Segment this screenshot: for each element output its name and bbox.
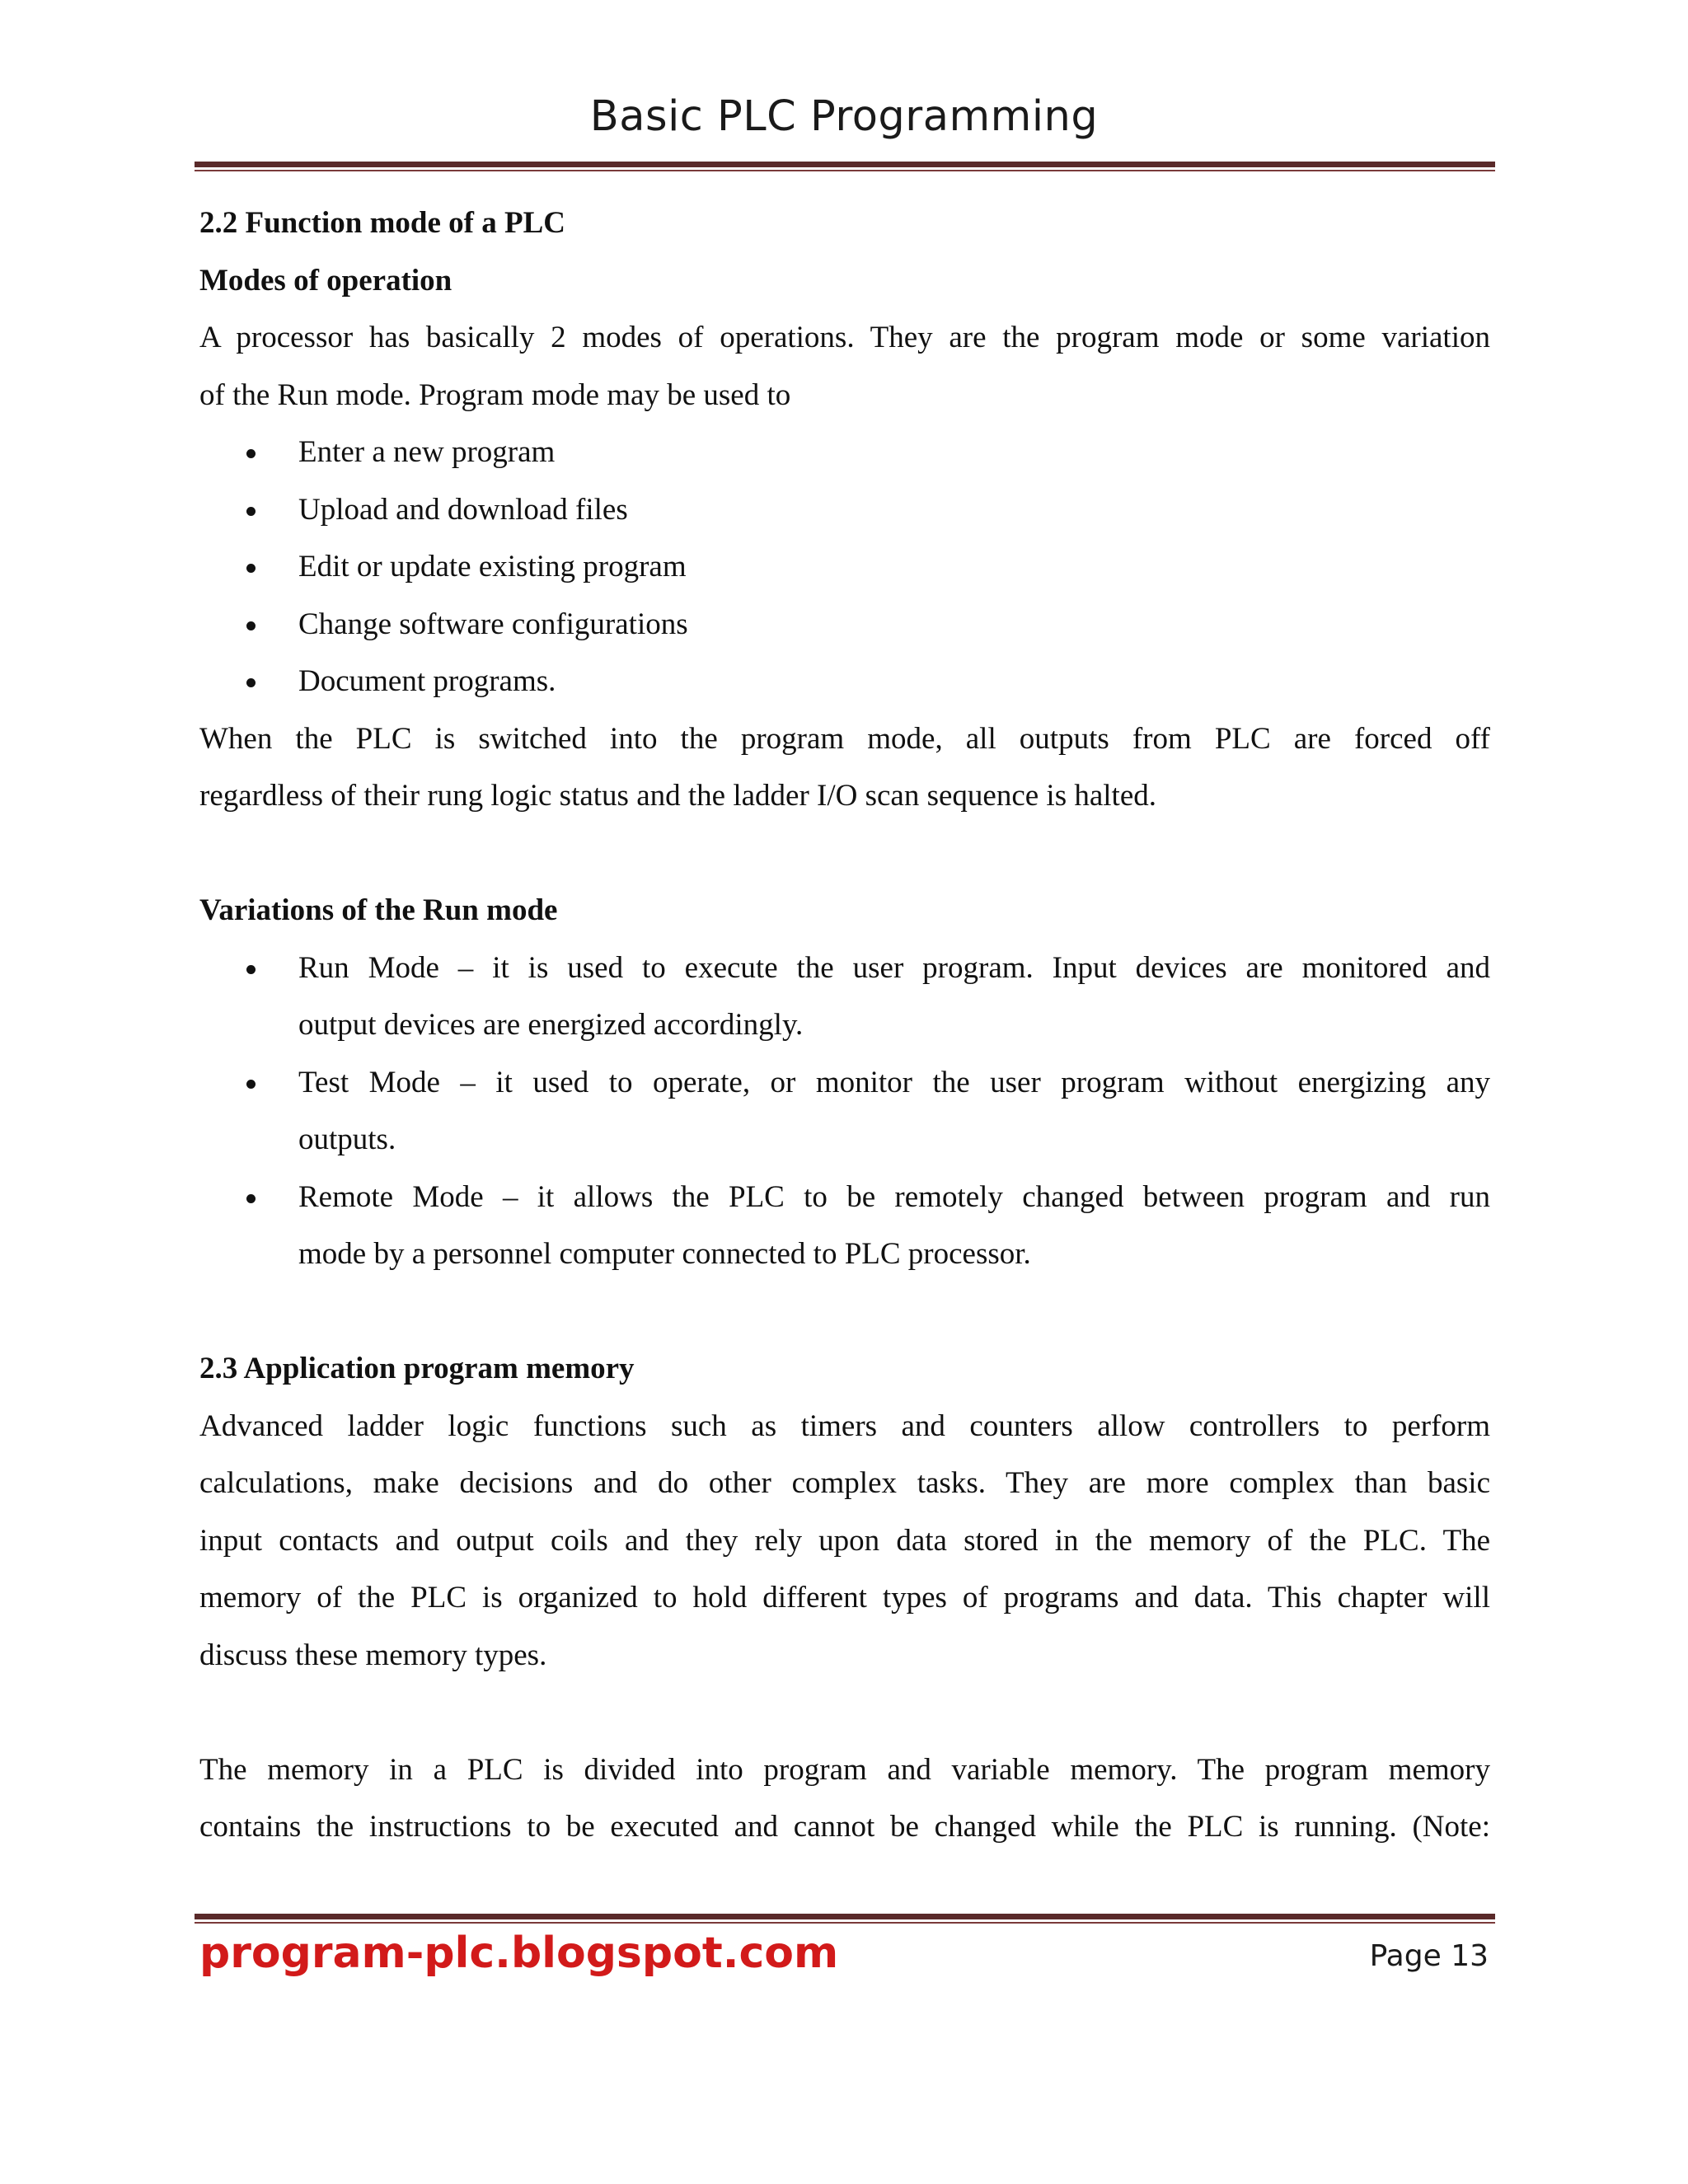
bullet-icon <box>246 621 256 630</box>
list-item <box>199 481 1490 539</box>
bullet-icon <box>246 678 256 687</box>
list-item <box>199 1169 1490 1226</box>
paragraph-line: A processor has basically 2 modes of operations. They are the program mode or some variation <box>199 321 1490 354</box>
paragraph-line: input contacts and output coils and they rely upon data stored in the memory of the PLC. The <box>199 1523 1490 1558</box>
list-item-text: Remote Mode – it allows the PLC to be remotely changed between program and run <box>298 1179 1490 1214</box>
list-item-continuation: outputs. <box>298 1122 396 1156</box>
bullet-icon <box>246 965 256 974</box>
list-item-text: Test Mode – it used to operate, or monitor the user program without energizing any <box>298 1065 1490 1099</box>
spacer <box>199 825 1490 883</box>
list-item <box>199 424 1490 481</box>
bullet-icon <box>246 1194 256 1203</box>
bullet-icon <box>246 449 256 458</box>
bullet-icon <box>246 1080 256 1089</box>
bullet-icon <box>246 507 256 516</box>
paragraph-line: The memory in a PLC is divided into program and variable memory. The program memory <box>199 1752 1490 1787</box>
list-item-text: Document programs. <box>298 664 556 698</box>
paragraph-line: calculations, make decisions and do other complex tasks. They are more complex than basic <box>199 1466 1490 1500</box>
list-item <box>199 1054 1490 1112</box>
list-item <box>199 653 1490 710</box>
run-variations-heading: Variations of the Run mode <box>199 893 558 927</box>
page-header-title: Basic PLC Programming <box>589 92 1099 141</box>
page-body <box>199 194 1490 1856</box>
list-item <box>199 940 1490 997</box>
spacer <box>199 1684 1490 1741</box>
list-item <box>199 538 1490 596</box>
header-rule <box>195 162 1495 171</box>
footer-rule <box>195 1914 1495 1924</box>
list-item-text: Edit or update existing program <box>298 550 687 583</box>
section-2-3-heading: 2.3 Application program memory <box>199 1352 635 1385</box>
list-item-continuation: mode by a personnel computer connected to PLC processor. <box>298 1237 1031 1271</box>
list-item-text: Enter a new program <box>298 435 556 469</box>
footer-site-link[interactable]: program-plc.blogspot.com <box>199 1929 839 1978</box>
paragraph-line: When the PLC is switched into the program mode, all outputs from PLC are forced off <box>199 721 1490 756</box>
list-item <box>199 596 1490 654</box>
list-item-text: Upload and download files <box>298 492 628 527</box>
spacer <box>199 1283 1490 1341</box>
paragraph-line: Advanced ladder logic functions such as timers and counters allow controllers to perform <box>199 1408 1490 1443</box>
paragraph-line: of the Run mode. Program mode may be used to <box>199 377 791 412</box>
list-item-text: Change software configurations <box>298 607 688 641</box>
paragraph-line: regardless of their rung logic status and the ladder I/O scan sequence is halted. <box>199 779 1157 813</box>
section-2-2-heading: 2.2 Function mode of a PLC <box>199 206 565 240</box>
list-item-text: Run Mode – it is used to execute the user program. Input devices are monitored and <box>298 950 1490 985</box>
modes-of-operation-heading: Modes of operation <box>199 263 452 298</box>
paragraph-line: discuss these memory types. <box>199 1638 547 1672</box>
bullet-icon <box>246 564 256 573</box>
page-number: Page 13 <box>1369 1939 1489 1973</box>
list-item-continuation: output devices are energized accordingly. <box>298 1008 804 1042</box>
paragraph-line: memory of the PLC is organized to hold different types of programs and data. This chapter will <box>199 1581 1490 1615</box>
paragraph-line: contains the instructions to be executed and cannot be changed while the PLC is running. (Note: <box>199 1810 1490 1844</box>
